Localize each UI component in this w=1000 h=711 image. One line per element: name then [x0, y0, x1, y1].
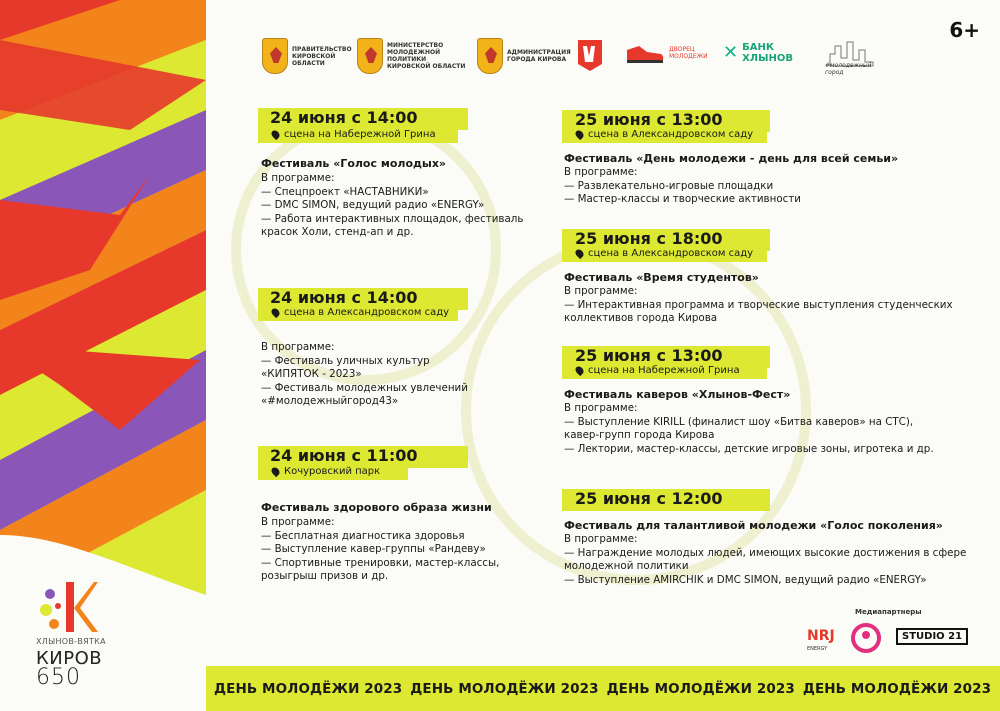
bank-x-icon: ✕ — [723, 42, 739, 63]
location-pin-icon — [574, 248, 585, 259]
event-date: 24 июня с 11:00 — [270, 446, 418, 465]
event-program — [261, 341, 468, 409]
bank-logo — [723, 42, 804, 64]
event-title: Фестиваль «Время студентов» — [564, 271, 759, 284]
event-place-label: сцена в Александровском саду — [284, 307, 450, 318]
event-place — [272, 307, 449, 318]
footer-banner — [206, 666, 1000, 711]
program-line: красок Холи, стенд-ап и др. — [261, 226, 414, 239]
location-pin-icon — [574, 129, 585, 140]
svg-text:NRJ: NRJ — [807, 628, 835, 644]
ministry-logo — [357, 38, 469, 74]
kirov-tagline: ХЛЫНОВ-ВЯТКА — [36, 637, 106, 646]
program-line: — Интерактивная программа и творческие выступления студенческих — [564, 298, 953, 311]
event-date: 25 июня с 12:00 — [575, 489, 723, 508]
kirov-crest-icon — [357, 38, 383, 74]
program-line: В программе: — [261, 172, 335, 184]
program-line: — Выступление KIRILL (финалист шоу «Битва каверов» на СТС), — [564, 415, 914, 428]
kirov-name: КИРОВ — [36, 648, 103, 669]
program-line: — Награждение молодых людей, имеющих высокие достижения в сфере — [564, 546, 967, 559]
event-title: Фестиваль для талантливой молодежи «Голос поколения» — [564, 519, 943, 532]
event-place-label: сцена в Александровском саду — [588, 248, 754, 259]
event-title: Фестиваль здорового образа жизни — [261, 501, 492, 514]
event-date: 24 июня с 14:00 — [270, 288, 418, 307]
dvorets-logo-text: ДВОРЕЦ МОЛОДЕЖИ — [669, 46, 708, 60]
admin-logo-text: АДМИНИСТРАЦИЯ ГОРОДА КИРОВА — [507, 49, 571, 63]
event-date: 25 июня с 13:00 — [575, 110, 723, 129]
gorod-logo — [825, 36, 880, 76]
event-title: Фестиваль «День молодежи - день для всей семьи» — [564, 152, 899, 165]
ministry-logo-text: МИНИСТЕРСТВО МОЛОДЕЖНОЙ ПОЛИТИКИ КИРОВСКОЙ ОБЛАСТИ — [387, 42, 466, 70]
event-place — [576, 248, 753, 259]
event-date: 25 июня с 18:00 — [575, 229, 723, 248]
program-line: В программе: — [564, 533, 638, 545]
program-line: В программе: — [261, 516, 335, 528]
program-line: — Спецпроект «НАСТАВНИКИ» — [261, 185, 429, 198]
program-line: — Лектории, мастер-классы, детские игровые зоны, игротека и др. — [564, 442, 934, 455]
program-line: «КИПЯТОК - 2023» — [261, 368, 362, 381]
program-line: розыгрыш призов и др. — [261, 570, 389, 583]
program-line: — Мастер-классы и творческие активности — [564, 193, 801, 206]
kirov-logo-bg — [0, 535, 206, 711]
bank-logo-text: БАНК ХЛЫНОВ — [742, 42, 793, 64]
city-crest-icon — [477, 38, 503, 74]
program-line: — Бесплатная диагностика здоровья — [261, 529, 465, 542]
dvorets-logo — [625, 42, 709, 64]
event-date: 24 июня с 14:00 — [270, 108, 418, 127]
program-line: В программе: — [564, 285, 638, 297]
program-line: «#молодежныйгород43» — [261, 395, 399, 408]
footer-text: ДЕНЬ МОЛОДЁЖИ 2023 — [214, 680, 403, 697]
victory-hand-icon — [576, 38, 604, 72]
event-place — [576, 129, 753, 140]
media-partners-label: Медиапартнеры — [855, 608, 922, 616]
program-line: В программе: — [564, 402, 638, 414]
gorod-logo-text: #молодежный город — [825, 62, 872, 76]
footer-text: ДЕНЬ МОЛОДЁЖИ 2023 — [410, 680, 599, 697]
event-title: Фестиваль каверов «Хлынов-Фест» — [564, 388, 791, 401]
location-pin-icon — [270, 466, 281, 477]
program-line: — DMC SIMON, ведущий радио «ENERGY» — [261, 199, 485, 212]
age-rating: 6+ — [949, 18, 980, 42]
energy-radio-icon — [805, 622, 839, 654]
footer-text: ДЕНЬ МОЛОДЁЖИ 2023 — [802, 680, 992, 697]
kirov-year: 650 — [36, 665, 81, 690]
location-pin-icon — [574, 365, 585, 376]
event-date: 25 июня с 13:00 — [575, 346, 723, 365]
event-program — [261, 172, 523, 240]
event-program — [564, 166, 801, 207]
radio-9-icon — [850, 622, 884, 654]
event-program — [564, 285, 953, 326]
admin-logo — [477, 38, 571, 74]
location-pin-icon — [270, 307, 281, 318]
event-place-label: сцена на Набережной Грина — [588, 365, 740, 376]
kirov-650-icon — [36, 580, 98, 635]
program-line: — Выступление AMIRCHIK и DMC SIMON, ведущий радио «ENERGY» — [564, 573, 927, 586]
energy-label: ENERGY — [807, 646, 828, 652]
sneaker-icon — [625, 42, 665, 64]
program-line: В программе: — [261, 341, 335, 353]
program-line: — Работа интерактивных площадок, фестиваль — [261, 212, 524, 225]
program-line: — Фестиваль уличных культур — [261, 354, 430, 367]
program-line: — Развлекательно-игровые площадки — [564, 179, 774, 192]
program-line: молодежной политики — [564, 560, 689, 573]
event-place — [576, 365, 740, 376]
gov-kirov-logo — [262, 38, 352, 74]
location-pin-icon — [270, 129, 281, 140]
footer-text: ДЕНЬ МОЛОДЁЖИ 2023 — [606, 680, 795, 697]
program-line: — Фестиваль молодежных увлечений — [261, 381, 468, 394]
program-line: — Выступление кавер-группы «Рандеву» — [261, 543, 486, 556]
program-line: — Спортивные тренировки, мастер-классы, — [261, 556, 500, 569]
program-line: В программе: — [564, 166, 638, 178]
event-place-label: сцена в Александровском саду — [588, 129, 754, 140]
studio21-logo: STUDIO 21 — [896, 628, 968, 645]
event-place-label: Кочуровский парк — [284, 466, 381, 477]
gov-logo-text: ПРАВИТЕЛЬСТВО КИРОВСКОЙ ОБЛАСТИ — [292, 45, 352, 67]
event-place — [272, 129, 436, 140]
kirov-crest-icon — [262, 38, 288, 74]
program-line: кавер-групп города Кирова — [564, 429, 715, 442]
event-program — [564, 533, 966, 587]
event-program — [564, 402, 934, 456]
program-line: коллективов города Кирова — [564, 312, 718, 325]
event-place-label: сцена на Набережной Грина — [284, 129, 436, 140]
event-place — [272, 466, 380, 477]
event-title: Фестиваль «Голос молодых» — [261, 157, 447, 170]
event-program — [261, 516, 499, 584]
